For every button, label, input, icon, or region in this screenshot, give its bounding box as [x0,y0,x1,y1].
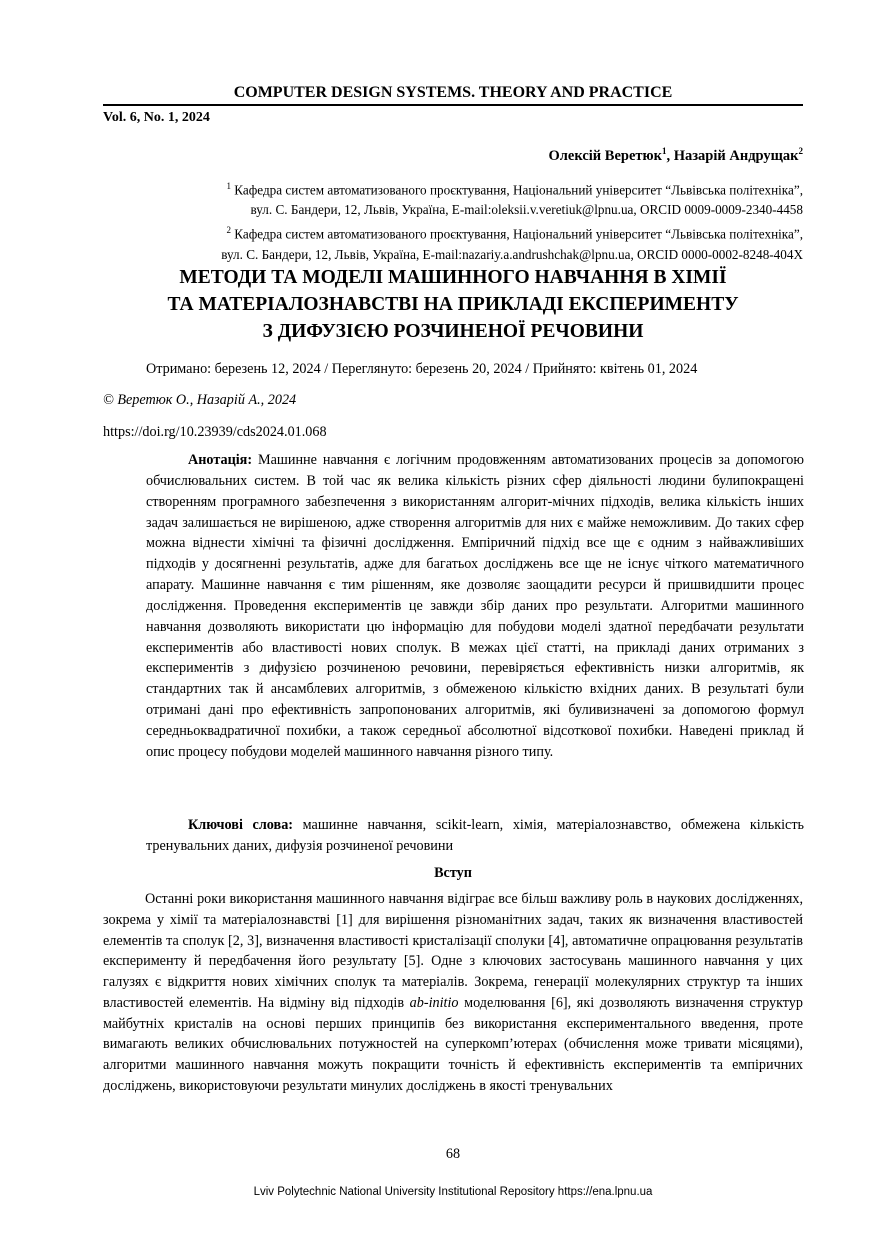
affiliation-line [103,176,803,200]
abstract [146,450,804,763]
header-rule [103,104,803,106]
affiliation-sup: 1 [226,181,231,191]
journal-title: COMPUTER DESIGN SYSTEMS. THEORY AND PRACTICE [233,84,673,101]
intro-paragraph [103,889,803,1097]
paper-title [103,264,803,345]
title-line: ТА МАТЕРІАЛОЗНАВСТВІ НА ПРИКЛАДІ ЕКСПЕРИМЕНТУ [167,294,739,315]
keywords-label: Ключові слова: [188,817,294,833]
abstract-text: Машинне навчання є логічним продовженням автоматизованих процесів за допомогою обчислювальних систем. В той час як велика кількість різних сфер діяльності людини булипокращені створенням програмного забезпечення з використанням алгорит-мічних підходів, велика кількість інших задач залишається не вирішеною, адже створення алгоритмів для них є майже неможливим. До таких сфер можна віднести хімічні та фізичні дослідження. Емпіричний підхід все ще є одним з найважливіших підходів у досягненні результатів, адже для багатьох досліджень все ще не існує чіткого математичного апарату. Машинне навчання є тим рішенням, яке дозволяє заощадити ресурси й пришвидшити процес дослідження. Проведення експериментів це завжди збір даних про результати. Алгоритми машинного навчання дозволяють використати цю інформацію для побудови моделі здатної передбачати результати експериментів або властивості нових сполук. В межах цієї статті, на прикладі даних отриманих з експериментів з дифузією розчиненою речовини, перевіряється ефективність низки алгоритмів, як стандартних так й ансамблевих алгоритмів, з обмеженою кількістю вхідних даних. В результаті були отримані дані про ефективність запропонованих алгоритмів, які буливизначені за допомогою формул середньоквадратичної похибки, а також середньої абсолютної відсоткової похибки. Наведені приклад й опис процесу побудови моделей машинного навчання різного типу. [146,452,804,760]
intro-text: моделювання [6], які дозволяють визначення структур майбутніх кристалів на основі перших принципів без використання експериментального введення, проте вимагають великих обчислювальних потужностей на суперкомп’ютерах (обчислення може тривати місяцями), алгоритми машинного навчання можуть покращити точність й ефективність експериментів та емпіричних досліджень, використовуючи результати минулих досліджень в якості тренувальних [103,994,803,1094]
copyright: © Веретюк О., Назарій А., 2024 [103,392,297,408]
intro-section [103,889,803,1097]
repository-footer: Lviv Polytechnic National University Institutional Repository https://ena.lpnu.ua [253,1186,653,1198]
doi-link[interactable]: https://doi.rg/10.23939/cds2024.01.068 [103,424,327,440]
section-heading: Вступ [434,865,472,881]
volume-info: Vol. 6, No. 1, 2024 [103,110,210,125]
author-name: Назарій Андрущак [673,147,799,164]
affiliation-text: Кафедра систем автоматизованого проєктування, Національний університет “Львівська політехніка”, [230,226,803,242]
affiliation-line [103,220,803,244]
affiliation-line: вул. С. Бандери, 12, Львів, Україна, E-mail:oleksii.v.veretiuk@lpnu.ua, ORCID 0009-0009-2340-4458 [250,202,803,218]
author-name: Олексій Веретюк [548,147,662,164]
authors-line [548,146,803,165]
author-sup: 2 [798,146,803,156]
intro-text: Останні роки використання машинного навчання відіграє все більш важливу роль в наукових дослідженнях, зокрема у хімії та матеріалознавстві [1] для вирішення різноманітних задач, таких як визначення властивостей елементів та сполук [2, 3], визначення властивості кристалізації сполуки [4], автоматичне опрацювання результатів експерименту й передбачення його результату [5]. Одне з ключових застосувань машинного навчання у цих галузях є відкриття нових хімічних сполук та матеріалів. Зокрема, генерації молекулярних структур та інших властивостей елементів. На відміну від підходів [103,891,803,1011]
author-separator: , [666,147,674,164]
abstract-label: Анотація: [188,452,253,468]
title-line: З ДИФУЗІЄЮ РОЗЧИНЕНОЇ РЕЧОВИНИ [262,321,644,342]
submission-dates: Отримано: березень 12, 2024 / Переглянуто: березень 20, 2024 / Прийнято: квітень 01, 2024 [146,361,698,377]
affiliation-text: Кафедра систем автоматизованого проєктування, Національний університет “Львівська політехніка”, [230,182,803,198]
affiliation-line: вул. С. Бандери, 12, Львів, Україна, E-mail:nazariy.a.andrushchak@lpnu.ua, ORCID 0000-0002-8248-404X [221,246,803,262]
intro-italic-term: ab-initio [409,994,459,1011]
keywords-text: машинне навчання, scikit-learn, хімія, матеріалознавство, обмежена кількість тренувальних даних, дифузія розчиненої речовини [146,817,805,854]
affiliations [103,176,803,265]
title-line: МЕТОДИ ТА МОДЕЛІ МАШИННОГО НАВЧАННЯ В ХІМІЇ [179,267,727,288]
abstract-paragraph [146,450,804,763]
keywords-paragraph [146,815,804,857]
keywords [146,815,804,857]
affiliation-sup: 2 [226,225,231,236]
page-number: 68 [445,1146,461,1162]
author-sup: 1 [661,146,667,156]
